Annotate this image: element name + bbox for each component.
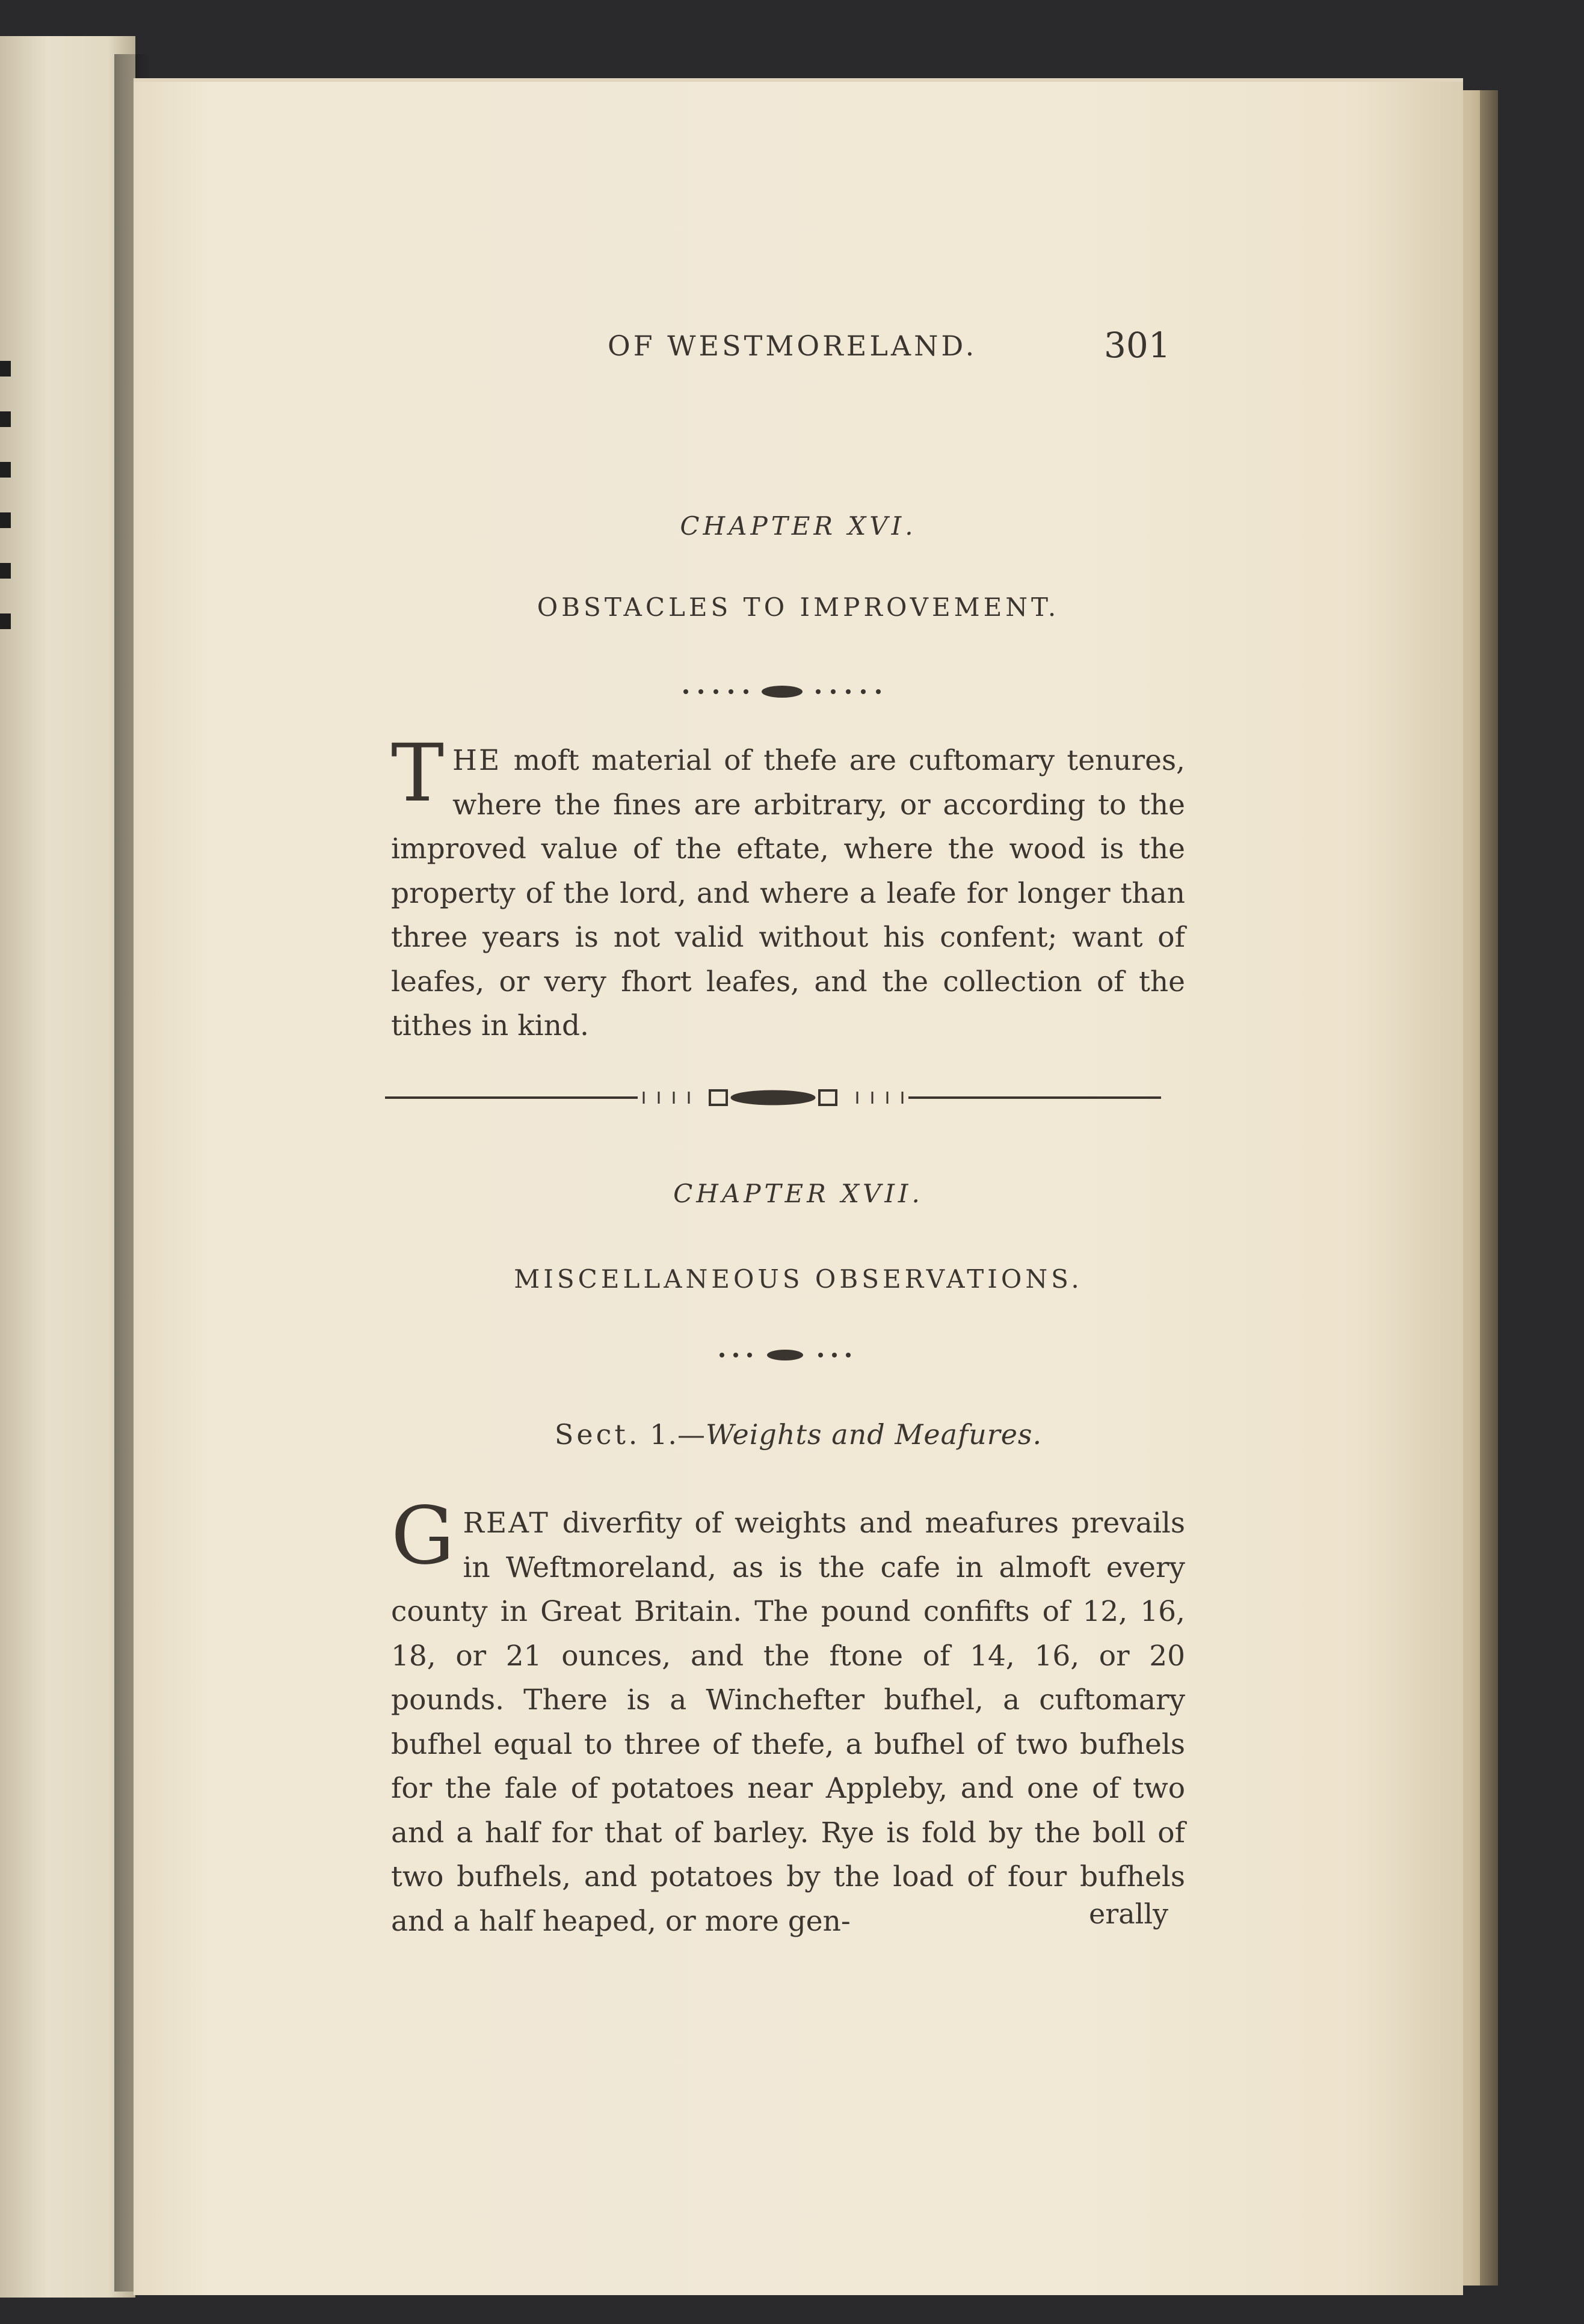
small-ornament-2 bbox=[713, 1344, 857, 1366]
chapter-17-title: MISCELLANEOUS OBSERVATIONS. bbox=[514, 1264, 1083, 1294]
paragraph-obstacles-text: moft material of thefe are cuftomary tenures, where the fines are arbitrary, or according to the improved value of the eftate, where the wood is the property of the lord, and where a leafe for longer than three years is not valid without his confent; want of leafes, or very fhort leafes, and the collection of the tithes in kind. bbox=[391, 744, 1185, 1042]
section-1-heading bbox=[134, 1418, 1463, 1451]
chapter-divider-ornament bbox=[385, 1086, 1161, 1110]
drop-cap-t: T bbox=[391, 727, 445, 820]
chapter-16-title: OBSTACLES TO IMPROVEMENT. bbox=[537, 592, 1060, 622]
left-page-bleed-marks bbox=[0, 361, 18, 664]
running-head: OF WESTMORELAND. bbox=[608, 330, 978, 362]
section-title: Weights and Meafures. bbox=[705, 1418, 1043, 1451]
first-word-he: HE bbox=[452, 744, 502, 777]
section-label: Sect. bbox=[554, 1418, 641, 1451]
first-word-great: REAT bbox=[463, 1507, 550, 1540]
chapter-17-label: CHAPTER XVII. bbox=[673, 1179, 923, 1208]
page-number: 301 bbox=[1104, 325, 1171, 366]
section-number: 1.— bbox=[650, 1418, 706, 1451]
paragraph-obstacles bbox=[391, 727, 1185, 1048]
drop-cap-g: G bbox=[391, 1490, 455, 1582]
chapter-16-label: CHAPTER XVI. bbox=[680, 511, 917, 541]
paragraph-weights-text: diverfity of weights and meafures prevails in Weftmoreland, as is the cafe in almoft every county in Great Britain. The pound confifts of 12, 16, 18, or 21 ounces, and the ftone of 14, 16, or 20 pounds. There is a Winchefter bufhel, a cuftomary bufhel equal to three of thefe, a bufhel of two bufhels for the fale of potatoes near Appleby, and one of two and a half for that of barley. Rye is fold by the boll of two bufhels, and potatoes by the load of four bufhels and a half heaped, or more gen- bbox=[391, 1507, 1185, 1938]
small-ornament-1 bbox=[674, 680, 890, 704]
catchword: erally bbox=[1089, 1898, 1169, 1930]
paragraph-weights bbox=[391, 1490, 1185, 1943]
